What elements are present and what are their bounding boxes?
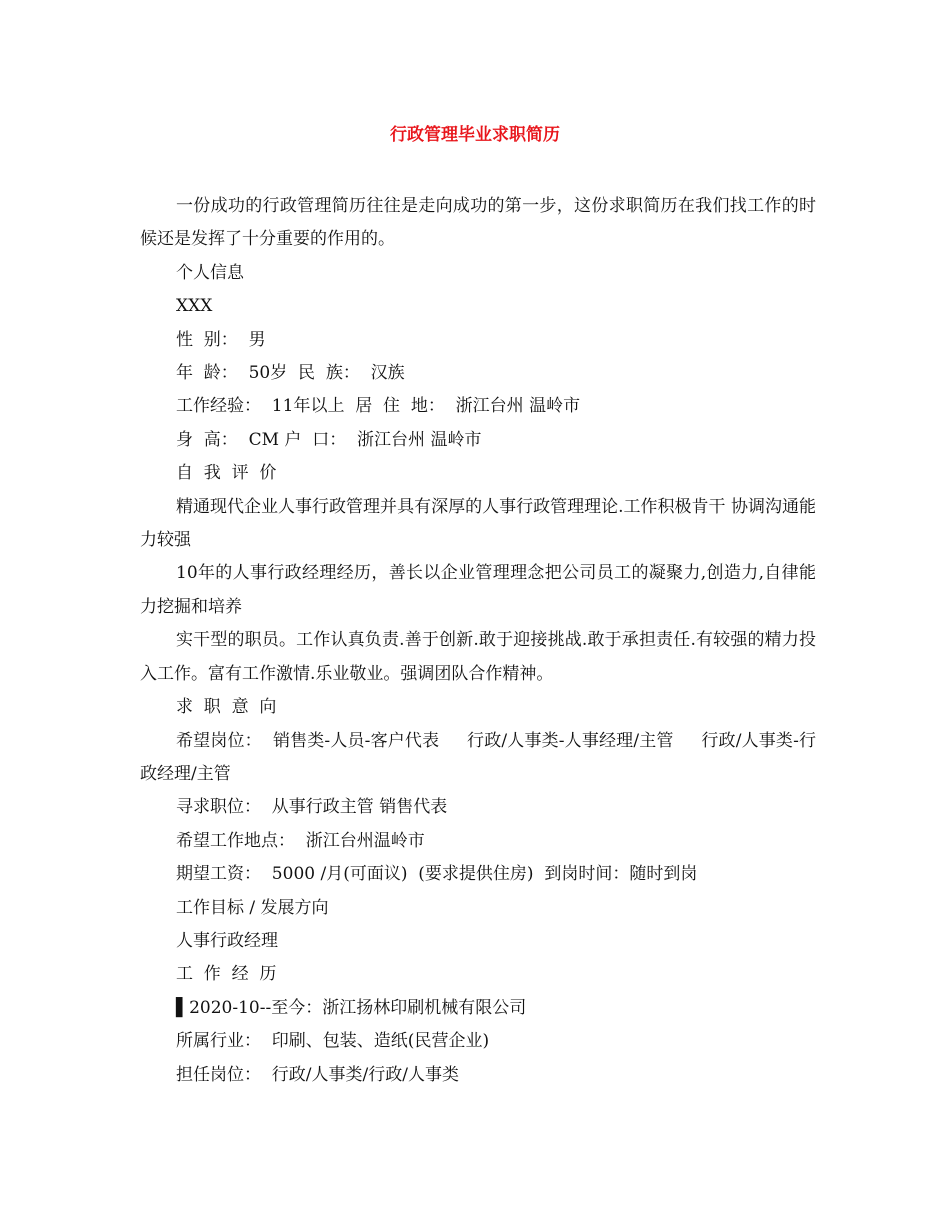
- document-title: 行政管理毕业求职简历: [390, 125, 560, 145]
- section-heading-intent: 求 职 意 向: [176, 697, 277, 718]
- gender-line: 性 别： 男: [176, 329, 266, 350]
- career-goal-line: 人事行政经理: [176, 930, 278, 951]
- career-goal-heading: 工作目标 / 发展方向: [176, 897, 329, 918]
- name-line: XXX: [176, 296, 213, 317]
- height-hukou-line: 身 高： CM 户 口： 浙江台州 温岭市: [176, 429, 482, 450]
- section-heading-self-eval: 自 我 评 价: [176, 463, 277, 484]
- experience-residence-line: 工作经验： 11年以上 居 住 地： 浙江台州 温岭市: [176, 396, 581, 417]
- desired-location-line: 希望工作地点： 浙江台州温岭市: [176, 830, 425, 851]
- self-eval-paragraph-2: 10年的人事行政经理经历，善长以企业管理理念把公司员工的凝聚力,创造力,自律能力挖掘和培养: [140, 563, 816, 617]
- document-body: [140, 190, 816, 1092]
- sought-position-line: 寻求职位： 从事行政主管 销售代表: [176, 797, 448, 818]
- intro-paragraph: 一份成功的行政管理简历往往是走向成功的第一步，这份求职简历在我们找工作的时候还是发挥了十分重要的作用的。: [140, 196, 816, 250]
- self-eval-paragraph-1: 精通现代企业人事行政管理并具有深厚的人事行政管理理论.工作积极肯干 协调沟通能力较强: [140, 496, 816, 551]
- work-entry-industry-line: 所属行业： 印刷、包装、造纸(民营企业): [176, 1031, 490, 1052]
- section-heading-work: 工 作 经 历: [176, 964, 277, 985]
- expected-salary-line: 期望工资： 5000 /月(可面议) (要求提供住房) 到岗时间：随时到岗: [176, 864, 698, 885]
- work-entry-company-line: ▌2020-10--至今：浙江扬林印刷机械有限公司: [176, 997, 527, 1018]
- section-heading-personal: 个人信息: [176, 262, 244, 283]
- age-ethnicity-line: 年 龄： 50岁 民 族： 汉族: [176, 363, 405, 384]
- desired-positions-line: 希望岗位： 销售类-人员-客户代表 行政/人事类-人事经理/主管 行政/人事类-行政经理/主管: [140, 730, 816, 784]
- self-eval-paragraph-3: 实干型的职员。工作认真负责.善于创新.敢于迎接挑战.敢于承担责任.有较强的精力投入工作。富有工作激情.乐业敬业。强调团队合作精神。: [140, 630, 816, 684]
- work-entry-role-line: 担任岗位： 行政/人事类/行政/人事类: [176, 1064, 459, 1085]
